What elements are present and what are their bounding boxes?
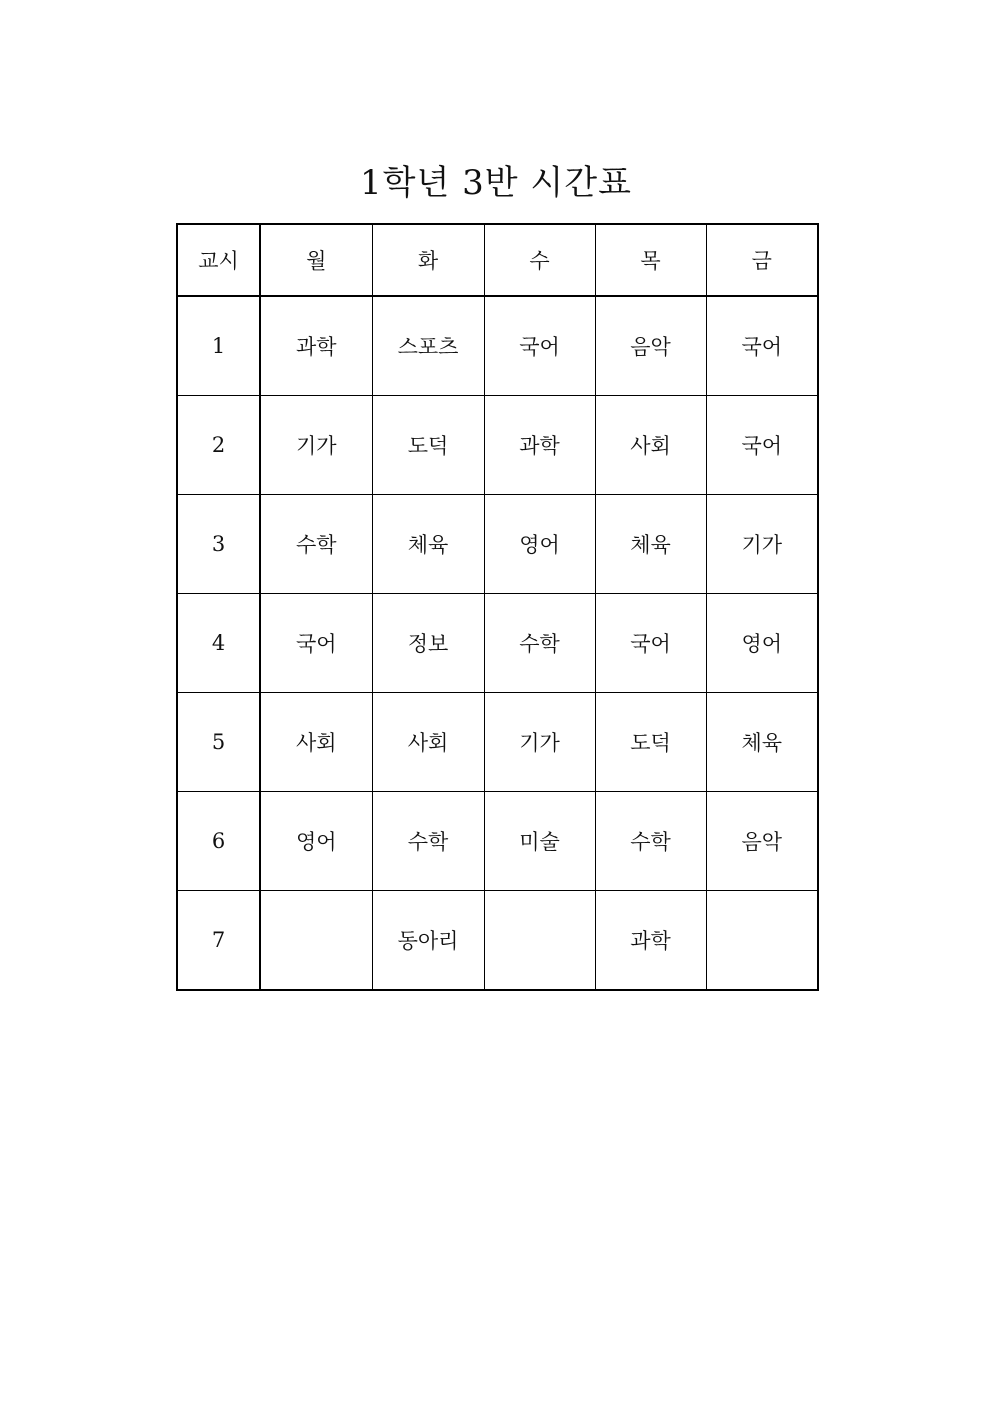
subject-cell: 과학: [484, 396, 595, 495]
period-number: 4: [177, 594, 260, 693]
page-title: 1학년 3반 시간표: [360, 163, 632, 203]
period-number: 7: [177, 891, 260, 991]
subject-cell: 수학: [484, 594, 595, 693]
subject-cell: 체육: [372, 495, 484, 594]
subject-cell: 정보: [372, 594, 484, 693]
subject-cell: 국어: [484, 296, 595, 396]
subject-cell: 체육: [706, 693, 818, 792]
subject-cell: 영어: [260, 792, 372, 891]
subject-cell: 수학: [595, 792, 706, 891]
header-tuesday: 화: [372, 224, 484, 296]
table-row: [177, 396, 818, 495]
subject-cell: 기가: [706, 495, 818, 594]
subject-cell: 영어: [484, 495, 595, 594]
subject-cell: 동아리: [372, 891, 484, 991]
subject-cell: 음악: [706, 792, 818, 891]
subject-cell: 사회: [260, 693, 372, 792]
header-wednesday: 수: [484, 224, 595, 296]
subject-cell: [706, 891, 818, 991]
subject-cell: 미술: [484, 792, 595, 891]
table-row: [177, 594, 818, 693]
period-number: 2: [177, 396, 260, 495]
subject-cell: 도덕: [595, 693, 706, 792]
subject-cell: 영어: [706, 594, 818, 693]
subject-cell: 국어: [595, 594, 706, 693]
table-row: [177, 296, 818, 396]
subject-cell: 사회: [372, 693, 484, 792]
subject-cell: [260, 891, 372, 991]
header-friday: 금: [706, 224, 818, 296]
subject-cell: 사회: [595, 396, 706, 495]
subject-cell: 체육: [595, 495, 706, 594]
period-number: 6: [177, 792, 260, 891]
subject-cell: 수학: [372, 792, 484, 891]
subject-cell: [484, 891, 595, 991]
table-row: [177, 792, 818, 891]
period-number: 1: [177, 296, 260, 396]
table-row: [177, 891, 818, 991]
header-period: 교시: [177, 224, 260, 296]
subject-cell: 기가: [484, 693, 595, 792]
period-number: 3: [177, 495, 260, 594]
period-number: 5: [177, 693, 260, 792]
subject-cell: 국어: [260, 594, 372, 693]
subject-cell: 도덕: [372, 396, 484, 495]
subject-cell: 국어: [706, 396, 818, 495]
subject-cell: 과학: [595, 891, 706, 991]
subject-cell: 음악: [595, 296, 706, 396]
header-thursday: 목: [595, 224, 706, 296]
subject-cell: 수학: [260, 495, 372, 594]
subject-cell: 국어: [706, 296, 818, 396]
header-monday: 월: [260, 224, 372, 296]
subject-cell: 과학: [260, 296, 372, 396]
timetable: [176, 223, 819, 991]
header-row: [177, 224, 818, 296]
table-row: [177, 693, 818, 792]
table-row: [177, 495, 818, 594]
subject-cell: 스포츠: [372, 296, 484, 396]
subject-cell: 기가: [260, 396, 372, 495]
